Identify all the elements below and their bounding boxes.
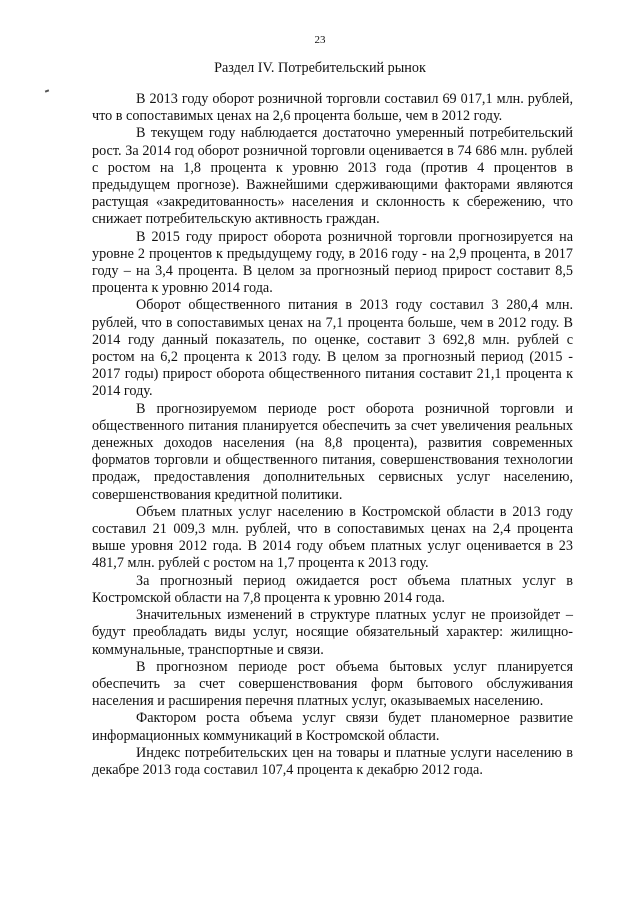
paragraph-retail-turnover-2013: В 2013 году оборот розничной торговли составил 69 017,1 млн. рублей, что в сопоставимых ценах на 2,6 процента больше, чем в 2012 году. [92, 91, 573, 125]
paragraph-retail-turnover-2014: В текущем году наблюдается достаточно умеренный потребительский рост. За 2014 год оборот розничной торговли оценивается в 74 686 млн. рублей с ростом на 1,8 процента к уровню 2013 года (против 4 процентов в предыдущем прогнозе). Важнейшими сдерживающими факторами являются растущая «закредитованность» населения и склонность к сбережению, что снижает потребительскую активность граждан. [92, 125, 573, 228]
paragraph-paid-services-volume: Объем платных услуг населению в Костромской области в 2013 году составил 21 009,3 млн. рублей, что в сопоставимых ценах на 2,4 процента выше уровня 2012 года. В 2014 году объем платных услуг оценивается в 23 481,7 млн. рублей с ростом на 1,7 процента к 2013 году. [92, 503, 573, 572]
paragraph-services-structure: Значительных изменений в структуре платных услуг не произойдет – будут преобладать виды услуг, носящие обязательный характер: жилищно-коммунальные, транспортные и связи. [92, 607, 573, 658]
paragraph-household-services: В прогнозном периоде рост объема бытовых услуг планируется обеспечить за счет совершенствования форм бытового обслуживания населения и расширения перечня платных услуг, оказываемых населению. [92, 658, 573, 710]
paragraph-consumer-price-index: Индекс потребительских цен на товары и платные услуги населению в декабре 2013 года составил 107,4 процента к декабрю 2012 года. [92, 744, 573, 778]
paragraph-catering-turnover: Оборот общественного питания в 2013 году составил 3 280,4 млн. рублей, что в сопоставимых ценах на 7,1 процента больше, чем в 2012 году. В 2014 году данный показатель, по оценке, составит 3 692,8 млн. рублей с ростом на 6,2 процента к 2013 году. В целом за прогнозный период (2015 - 2017 годы) прирост оборота общественного питания составит 21,1 процента к 2014 году. [92, 297, 573, 400]
paragraph-growth-factors: В прогнозируемом периоде рост оборота розничной торговли и общественного питания планируется обеспечить за счет увеличения реальных денежных доходов населения (на 8,8 процента), развития современных форматов торговли и общественного питания, совершенствования технологии продаж, предоставления дополнительных сервисных услуг населению, совершенствования кредитной политики. [92, 400, 573, 503]
paragraph-paid-services-forecast: За прогнозный период ожидается рост объема платных услуг в Костромской области на 7,8 процента к уровню 2014 года. [92, 572, 573, 606]
section-title: Раздел IV. Потребительский рынок [214, 60, 426, 76]
paragraph-retail-forecast: В 2015 году прирост оборота розничной торговли прогнозируется на уровне 2 процентов к предыдущему году, в 2016 году - на 2,9 процента, в 2017 году – на 3,4 процента. В целом за прогнозный период прирост составит 8,5 процента к уровню 2014 года. [92, 228, 573, 297]
paragraph-communication-services: Фактором роста объема услуг связи будет планомерное развитие информационных коммуникаций в Костромской области. [92, 710, 573, 744]
document-body [92, 91, 573, 779]
scan-mark [45, 89, 49, 92]
page-number: 23 [314, 34, 326, 46]
